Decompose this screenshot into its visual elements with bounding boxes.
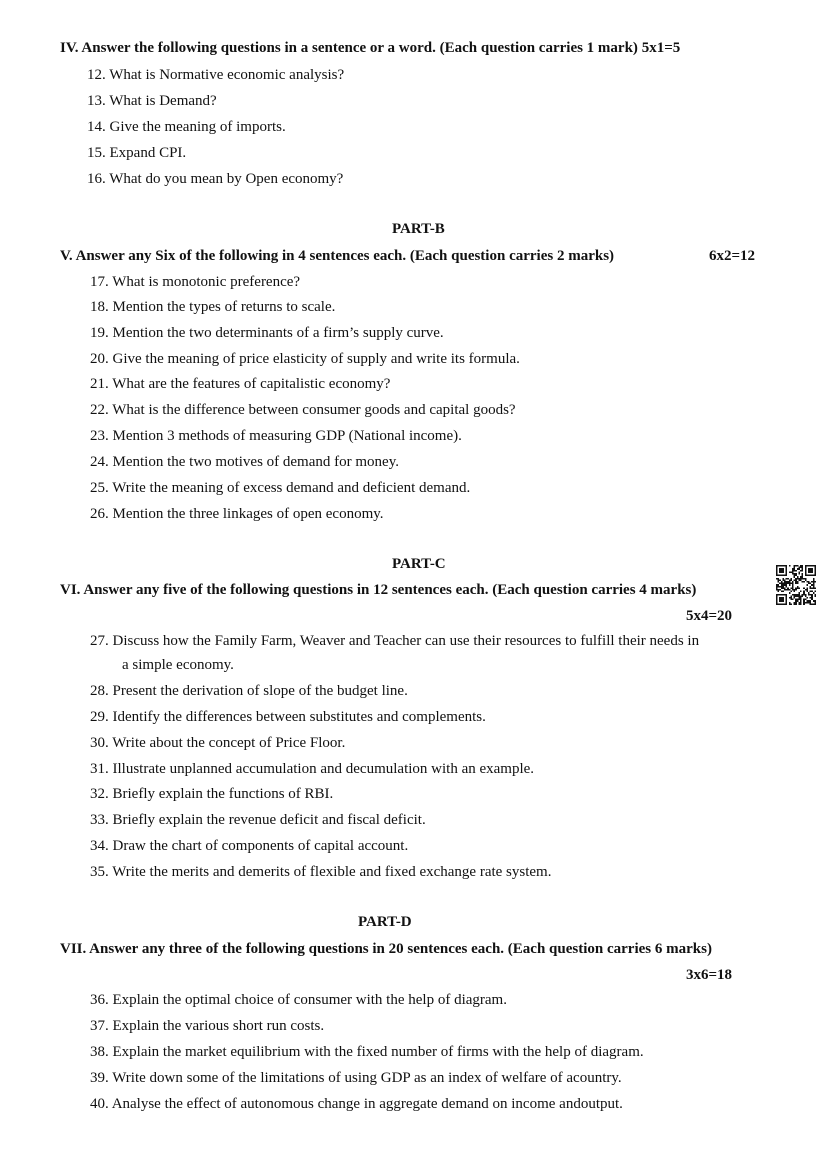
question-text: Identify the differences between substitutes and complements. xyxy=(112,709,486,725)
question-26 xyxy=(90,505,384,523)
question-text: Write the merits and demerits of flexible and fixed exchange rate system. xyxy=(112,864,552,880)
question-18 xyxy=(90,298,335,316)
question-text: Expand CPI. xyxy=(109,145,187,161)
question-number: 35. xyxy=(90,864,109,880)
question-number: 15. xyxy=(87,145,106,161)
question-number: 20. xyxy=(90,351,109,367)
question-text: What do you mean by Open economy? xyxy=(109,171,344,187)
question-text: What is the difference between consumer goods and capital goods? xyxy=(112,402,516,418)
question-30 xyxy=(90,734,345,752)
section-vii-instruction: VII. Answer any three of the following questions in 20 sentences each. (Each question carries 6 marks) xyxy=(60,941,712,957)
question-text: Mention the two motives of demand for money. xyxy=(112,454,399,470)
question-31 xyxy=(90,760,534,778)
question-28 xyxy=(90,682,408,700)
question-text: What are the features of capitalistic economy? xyxy=(112,376,391,392)
question-14 xyxy=(87,118,286,136)
question-number: 30. xyxy=(90,735,109,751)
question-15 xyxy=(87,144,186,162)
question-number: 31. xyxy=(90,761,109,777)
section-vi-marks: 5x4=20 xyxy=(686,608,733,624)
question-text: Give the meaning of price elasticity of supply and write its formula. xyxy=(112,351,520,367)
question-21 xyxy=(90,375,390,393)
question-text: Mention the three linkages of open economy. xyxy=(112,506,384,522)
question-number: 25. xyxy=(90,480,109,496)
qr-code xyxy=(776,565,816,605)
question-number: 34. xyxy=(90,838,109,854)
question-number: 21. xyxy=(90,376,109,392)
question-24 xyxy=(90,453,399,471)
question-number: 39. xyxy=(90,1070,109,1086)
section-vi-instruction: VI. Answer any five of the following questions in 12 sentences each. (Each question carries 4 marks) xyxy=(60,582,697,598)
question-text: Mention the two determinants of a firm’s supply curve. xyxy=(112,325,444,341)
question-text: Explain the market equilibrium with the fixed number of firms with the help of diagram. xyxy=(112,1044,644,1060)
question-number: 27. xyxy=(90,633,109,649)
question-27 xyxy=(90,632,699,650)
question-text: Give the meaning of imports. xyxy=(109,119,286,135)
section-vii-marks: 3x6=18 xyxy=(686,967,733,983)
question-number: 14. xyxy=(87,119,106,135)
question-16 xyxy=(87,170,343,188)
question-number: 37. xyxy=(90,1018,109,1034)
question-number: 26. xyxy=(90,506,109,522)
section-v-marks: 6x2=12 xyxy=(709,248,756,264)
question-37 xyxy=(90,1017,324,1035)
question-17 xyxy=(90,273,300,291)
question-number: 33. xyxy=(90,812,109,828)
question-text: Mention the types of returns to scale. xyxy=(112,299,336,315)
question-19 xyxy=(90,324,444,342)
question-number: 24. xyxy=(90,454,109,470)
question-20 xyxy=(90,350,520,368)
part-c-title: PART-C xyxy=(392,556,446,572)
section-v-instruction: V. Answer any Six of the following in 4 sentences each. (Each question carries 2 marks) xyxy=(60,248,615,264)
question-text: What is monotonic preference? xyxy=(112,274,301,290)
question-text: Draw the chart of components of capital account. xyxy=(112,838,409,854)
question-text: Discuss how the Family Farm, Weaver and Teacher can use their resources to fulfill their needs in xyxy=(112,633,700,649)
question-number: 16. xyxy=(87,171,106,187)
question-number: 36. xyxy=(90,992,109,1008)
question-32 xyxy=(90,785,333,803)
question-36 xyxy=(90,991,507,1009)
question-22 xyxy=(90,401,516,419)
question-number: 28. xyxy=(90,683,109,699)
question-text: What is Demand? xyxy=(109,93,217,109)
question-34 xyxy=(90,837,408,855)
question-number: 19. xyxy=(90,325,109,341)
part-b-title: PART-B xyxy=(392,221,445,237)
section-iv-heading xyxy=(60,39,680,57)
question-number: 13. xyxy=(87,93,106,109)
question-text: Explain the various short run costs. xyxy=(112,1018,325,1034)
question-40 xyxy=(90,1095,623,1113)
question-text: What is Normative economic analysis? xyxy=(109,67,345,83)
question-text: Illustrate unplanned accumulation and decumulation with an example. xyxy=(112,761,535,777)
question-number: 12. xyxy=(87,67,106,83)
question-13 xyxy=(87,92,217,110)
question-text: Mention 3 methods of measuring GDP (National income). xyxy=(112,428,462,444)
question-text: Write about the concept of Price Floor. xyxy=(112,735,346,751)
question-39 xyxy=(90,1069,622,1087)
question-text: Explain the optimal choice of consumer with the help of diagram. xyxy=(112,992,507,1008)
question-23 xyxy=(90,427,462,445)
question-number: 22. xyxy=(90,402,109,418)
question-25 xyxy=(90,479,470,497)
question-35 xyxy=(90,863,551,881)
question-number: 32. xyxy=(90,786,109,802)
question-38 xyxy=(90,1043,644,1061)
question-number: 17. xyxy=(90,274,109,290)
question-text: Analyse the effect of autonomous change in aggregate demand on income andoutput. xyxy=(111,1096,623,1112)
question-text: Write the meaning of excess demand and deficient demand. xyxy=(112,480,471,496)
question-text: Briefly explain the functions of RBI. xyxy=(112,786,334,802)
question-27-continuation: a simple economy. xyxy=(122,657,234,673)
question-29 xyxy=(90,708,486,726)
question-number: 29. xyxy=(90,709,109,725)
question-number: 23. xyxy=(90,428,109,444)
question-text: Present the derivation of slope of the budget line. xyxy=(112,683,408,699)
question-text: Write down some of the limitations of using GDP as an index of welfare of acountry. xyxy=(112,1070,622,1086)
question-text: Briefly explain the revenue deficit and fiscal deficit. xyxy=(112,812,426,828)
question-number: 38. xyxy=(90,1044,109,1060)
question-number: 18. xyxy=(90,299,109,315)
question-number: 40. xyxy=(90,1096,109,1112)
section-iv-marks: 5x1=5 xyxy=(641,40,681,56)
section-iv-instruction: IV. Answer the following questions in a sentence or a word. (Each question carries 1 mark) xyxy=(60,40,638,56)
question-12 xyxy=(87,66,344,84)
question-33 xyxy=(90,811,426,829)
part-d-title: PART-D xyxy=(358,914,412,930)
